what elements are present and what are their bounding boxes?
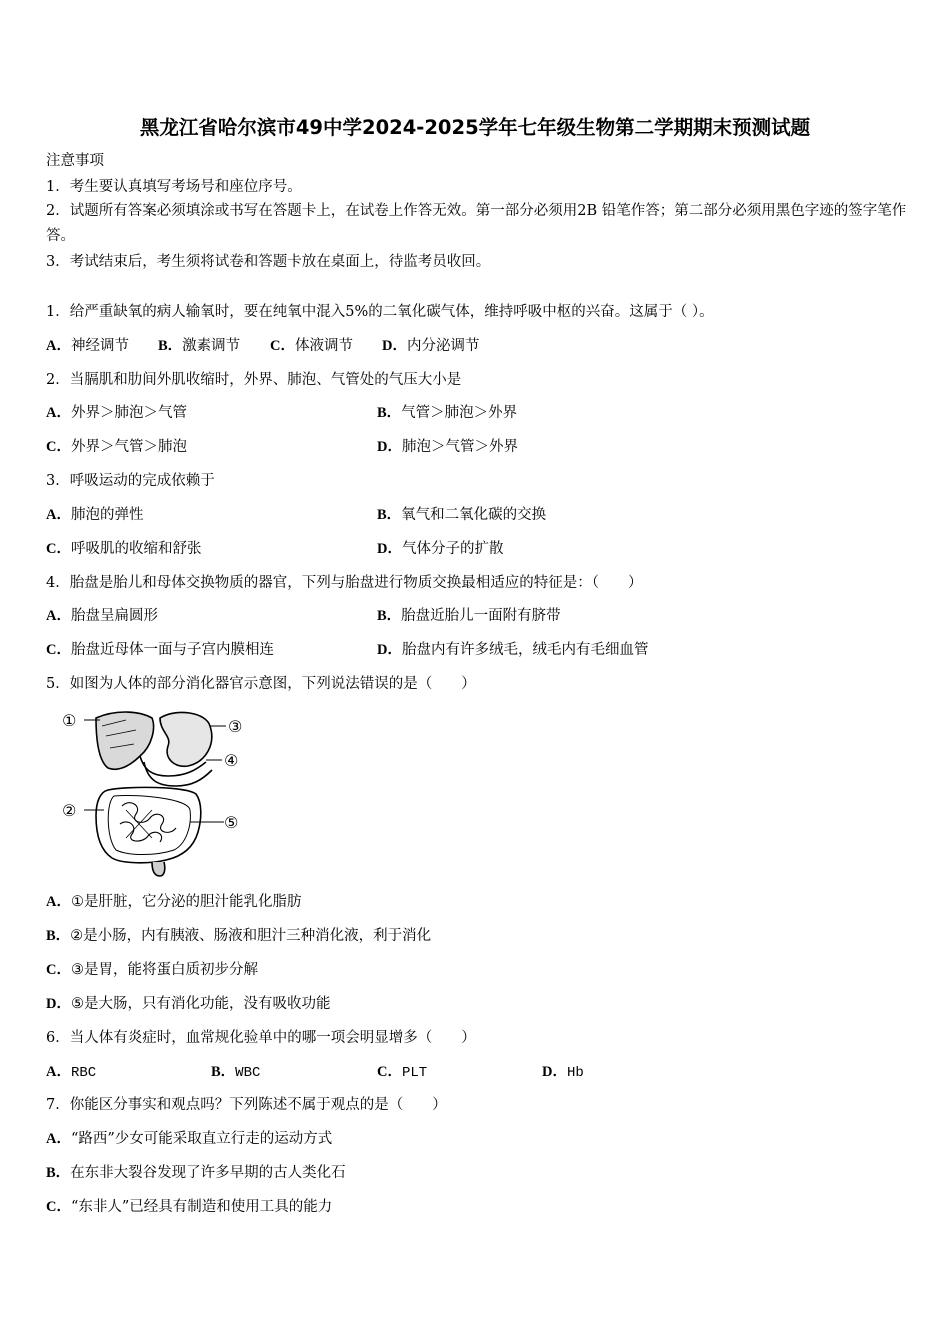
option-b[interactable]: B．激素调节 <box>158 338 241 354</box>
option-a[interactable]: A．“路西”少女可能采取直立行走的运动方式 <box>46 1131 333 1147</box>
option-c[interactable]: C．外界＞气管＞肺泡 <box>46 439 187 455</box>
notice-item: 1．考生要认真填写考场号和座位序号。 <box>46 179 302 195</box>
option-b[interactable]: B．气管＞肺泡＞外界 <box>377 405 518 421</box>
option-d[interactable]: D．肺泡＞气管＞外界 <box>377 439 518 455</box>
label-1: ① <box>62 711 77 730</box>
question-stem: 1．给严重缺氧的病人输氧时，要在纯氧中混入5%的二氧化碳气体，维持呼吸中枢的兴奋。这属于（ ）。 <box>46 304 714 320</box>
option-d[interactable]: D．⑤是大肠，只有消化功能，没有吸收功能 <box>46 996 331 1012</box>
notice-item: 3．考试结束后，考生须将试卷和答题卡放在桌面上，待监考员收回。 <box>46 254 491 270</box>
question-stem: 2．当膈肌和肋间外肌收缩时，外界、肺泡、气管处的气压大小是 <box>46 372 462 388</box>
option-c[interactable]: C．PLT <box>377 1064 428 1081</box>
option-d[interactable]: D．内分泌调节 <box>382 338 480 354</box>
option-a[interactable]: A．①是肝脏，它分泌的胆汁能乳化脂肪 <box>46 894 302 910</box>
option-a[interactable]: A．RBC <box>46 1064 97 1081</box>
option-a[interactable]: A．肺泡的弹性 <box>46 507 144 523</box>
option-a[interactable]: A．神经调节 <box>46 338 129 354</box>
question-stem: 5．如图为人体的部分消化器官示意图，下列说法错误的是（ ） <box>46 676 476 692</box>
page-title: 黑龙江省哈尔滨市49中学2024-2025学年七年级生物第二学期期末预测试题 <box>139 116 811 139</box>
label-5: ⑤ <box>224 813 239 832</box>
option-d[interactable]: D．胎盘内有许多绒毛，绒毛内有毛细血管 <box>377 642 649 658</box>
label-3: ③ <box>228 717 243 736</box>
option-c[interactable]: C．体液调节 <box>270 338 353 354</box>
option-a[interactable]: A．外界＞肺泡＞气管 <box>46 405 187 421</box>
question-stem: 6．当人体有炎症时，血常规化验单中的哪一项会明显增多（ ） <box>46 1030 476 1046</box>
option-b[interactable]: B．在东非大裂谷发现了许多早期的古人类化石 <box>46 1165 346 1181</box>
option-b[interactable]: B．WBC <box>211 1064 261 1081</box>
option-c[interactable]: C．胎盘近母体一面与子宫内膜相连 <box>46 642 274 658</box>
option-b[interactable]: B．②是小肠，内有胰液、肠液和胆汁三种消化液，利于消化 <box>46 928 432 944</box>
notice-heading: 注意事项 <box>46 153 104 169</box>
digestive-system-diagram <box>56 706 248 878</box>
option-a[interactable]: A．胎盘呈扁圆形 <box>46 608 158 624</box>
option-b[interactable]: B．胎盘近胎儿一面附有脐带 <box>377 608 561 624</box>
option-c[interactable]: C．③是胃，能将蛋白质初步分解 <box>46 962 258 978</box>
question-stem: 3．呼吸运动的完成依赖于 <box>46 473 215 489</box>
notice-item: 2．试题所有答案必须填涂或书写在答题卡上，在试卷上作答无效。第一部分必须用2B 铅笔作答；第二部分必须用黑色字迹的签字笔作答。 <box>46 203 907 244</box>
stomach-shape <box>160 712 212 766</box>
option-c[interactable]: C．呼吸肌的收缩和舒张 <box>46 541 202 557</box>
label-2: ② <box>62 801 77 820</box>
option-d[interactable]: D．Hb <box>542 1064 584 1081</box>
question-stem: 4．胎盘是胎儿和母体交换物质的器官，下列与胎盘进行物质交换最相适应的特征是：（ ） <box>46 575 643 591</box>
label-4: ④ <box>224 751 239 770</box>
option-d[interactable]: D．气体分子的扩散 <box>377 541 504 557</box>
option-c[interactable]: C．“东非人”已经具有制造和使用工具的能力 <box>46 1199 333 1215</box>
option-b[interactable]: B．氧气和二氧化碳的交换 <box>377 507 547 523</box>
question-stem: 7．你能区分事实和观点吗？下列陈述不属于观点的是（ ） <box>46 1097 447 1113</box>
